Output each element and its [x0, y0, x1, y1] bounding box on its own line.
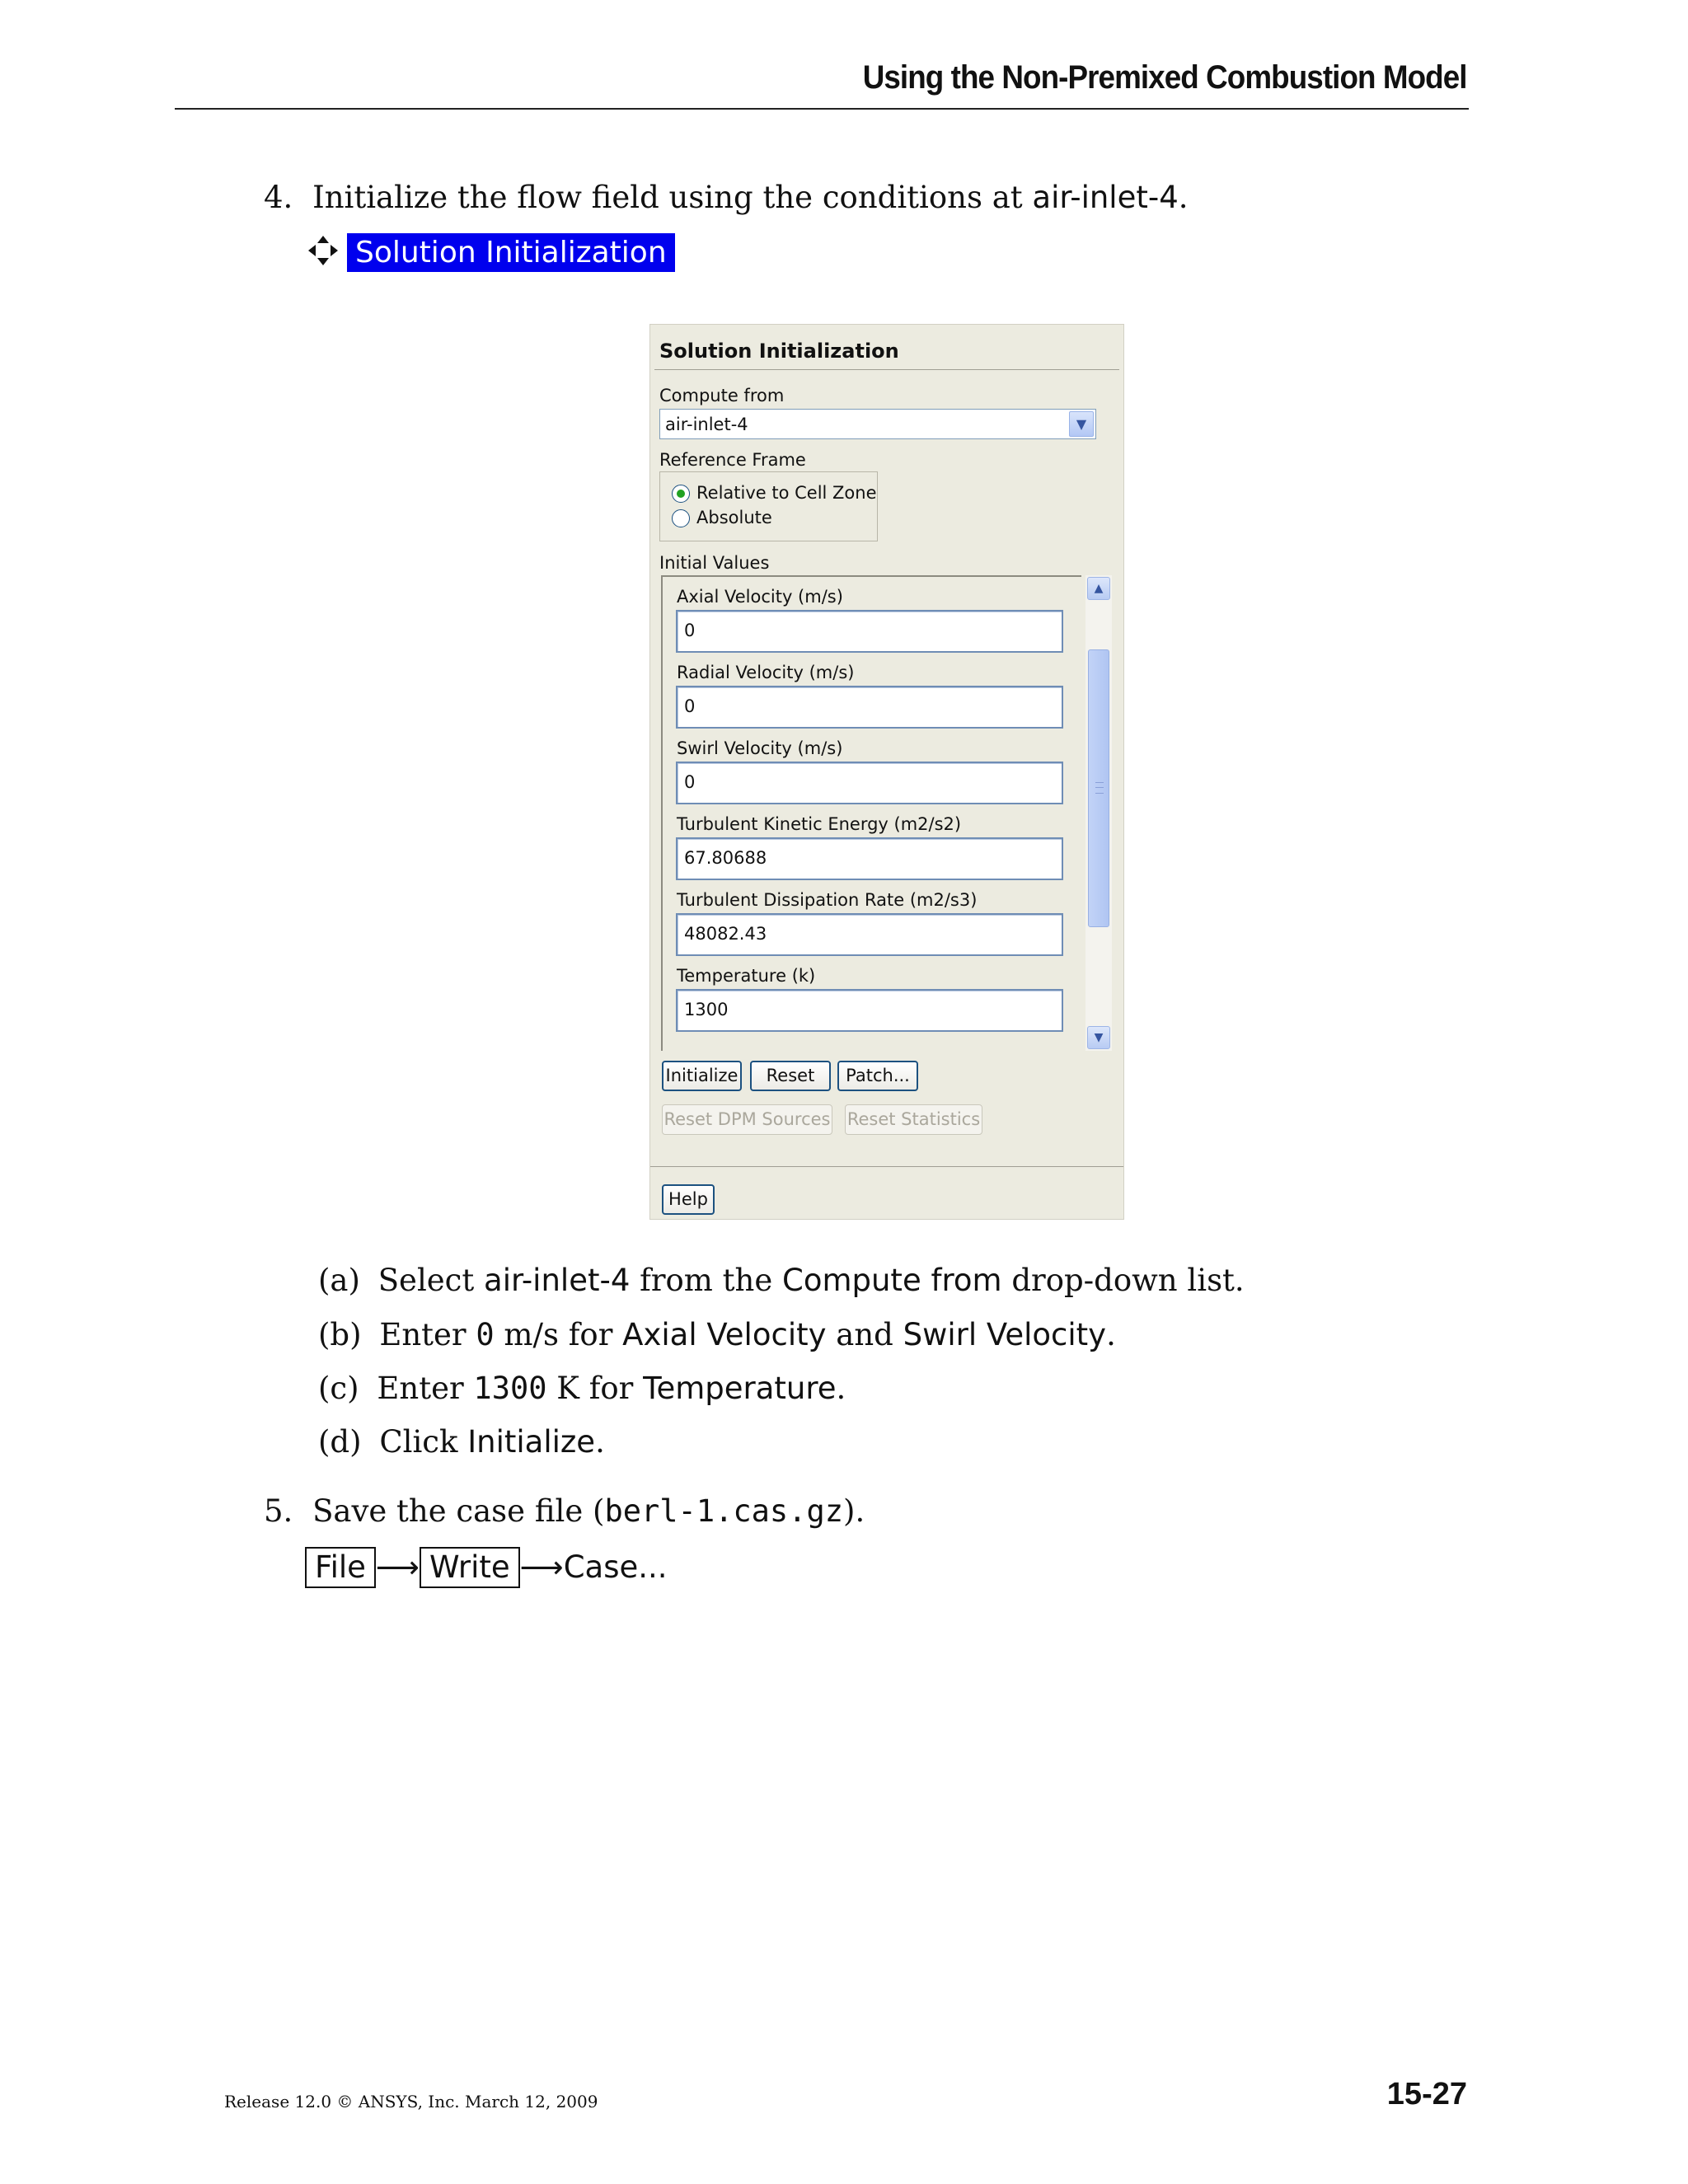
radial-velocity-input[interactable]: [676, 686, 1063, 729]
arrow-icon: ⟶: [375, 1549, 420, 1585]
step-5: [264, 1493, 865, 1529]
step-text: ).: [843, 1493, 865, 1529]
reset-button[interactable]: Reset: [750, 1061, 831, 1091]
reset-dpm-sources-button[interactable]: Reset DPM Sources: [662, 1104, 832, 1135]
substep-b: [318, 1317, 1116, 1352]
substep-keyword: Temperature: [643, 1371, 837, 1406]
step-number: 5.: [264, 1493, 293, 1529]
menu-write[interactable]: Write: [420, 1547, 520, 1588]
substep-text: drop-down list.: [1001, 1263, 1245, 1298]
reference-frame-label: Reference Frame: [659, 450, 806, 470]
field-value: 0: [684, 621, 696, 640]
compute-from-dropdown[interactable]: [659, 409, 1096, 439]
compute-from-label: Compute from: [659, 386, 785, 405]
scroll-up-icon[interactable]: ▲: [1087, 577, 1110, 600]
page-header-title: Using the Non-Premixed Combustion Model: [863, 59, 1467, 96]
field-value: 0: [684, 772, 696, 792]
zone-name: air-inlet-4: [1032, 180, 1179, 215]
substep-keyword: Axial Velocity: [622, 1317, 827, 1352]
step-period: .: [1178, 180, 1189, 215]
arrow-icon: ⟶: [519, 1549, 564, 1585]
menu-path: [305, 1547, 668, 1588]
substep-text: Select: [377, 1263, 485, 1298]
field-value: 48082.43: [684, 924, 767, 944]
help-button[interactable]: Help: [662, 1184, 715, 1215]
turbulent-dissipation-rate-input[interactable]: [676, 913, 1063, 956]
patch-button[interactable]: Patch...: [837, 1061, 918, 1091]
relative-to-cell-zone-radio[interactable]: [672, 485, 690, 503]
substep-label: (b): [318, 1317, 362, 1352]
initial-values-panel: [661, 575, 1081, 1051]
field-label: Radial Velocity (m/s): [677, 663, 855, 682]
substep-label: (a): [318, 1263, 360, 1298]
header-rule: [175, 108, 1469, 110]
initial-values-label: Initial Values: [659, 553, 770, 573]
relative-to-cell-zone-label: Relative to Cell Zone: [696, 483, 877, 503]
field-label: Axial Velocity (m/s): [677, 587, 843, 607]
grip-icon: [1095, 782, 1104, 794]
turbulent-kinetic-energy-input[interactable]: [676, 837, 1063, 880]
field-value: 0: [684, 696, 696, 716]
initialize-button[interactable]: Initialize: [662, 1061, 742, 1091]
substep-keyword: Compute from: [781, 1263, 1002, 1298]
field-label: Temperature (k): [677, 966, 816, 986]
page-number: 15-27: [1386, 2077, 1467, 2111]
substep-keyword: Swirl Velocity: [903, 1317, 1107, 1352]
substep-a: [318, 1263, 1245, 1298]
substep-text: m/s for: [494, 1317, 623, 1352]
substep-text: Click: [379, 1424, 468, 1460]
substep-text: and: [826, 1317, 903, 1352]
field-label: Swirl Velocity (m/s): [677, 738, 843, 758]
footer-release: Release 12.0 © ANSYS, Inc. March 12, 2009: [224, 2092, 598, 2111]
title-divider: [654, 369, 1119, 370]
swirl-velocity-input[interactable]: [676, 762, 1063, 804]
compute-from-value: air-inlet-4: [665, 415, 748, 434]
absolute-radio[interactable]: [672, 509, 690, 527]
scrollbar-thumb[interactable]: [1088, 649, 1109, 927]
substep-label: (d): [318, 1424, 362, 1460]
step-4: [264, 180, 1189, 215]
substep-c: [318, 1371, 846, 1406]
substep-text: .: [836, 1371, 846, 1406]
axial-velocity-input[interactable]: [676, 610, 1063, 653]
substep-keyword: Initialize: [467, 1424, 596, 1460]
substep-label: (c): [318, 1371, 359, 1406]
scroll-down-icon[interactable]: ▼: [1087, 1026, 1110, 1049]
reset-statistics-button[interactable]: Reset Statistics: [845, 1104, 982, 1135]
step-text: Save the case file (: [312, 1493, 605, 1529]
reference-frame-group: [659, 471, 878, 541]
substep-text: .: [595, 1424, 605, 1460]
temperature-input[interactable]: [676, 989, 1063, 1032]
absolute-label: Absolute: [696, 508, 772, 527]
menu-file[interactable]: File: [305, 1547, 376, 1588]
navigation-arrows-icon: [305, 232, 341, 269]
substep-text: K for: [546, 1371, 644, 1406]
substep-text: Enter: [377, 1371, 474, 1406]
substep-keyword: air-inlet-4: [484, 1263, 631, 1298]
footer-divider: [650, 1166, 1123, 1167]
substep-text: Enter: [379, 1317, 476, 1352]
solution-initialization-link[interactable]: Solution Initialization: [347, 233, 675, 272]
menu-case[interactable]: Case...: [563, 1549, 668, 1585]
field-value: 1300: [684, 1000, 729, 1019]
vertical-scrollbar[interactable]: [1085, 575, 1112, 1051]
panel-title: Solution Initialization: [659, 340, 899, 363]
chevron-down-icon[interactable]: ▼: [1069, 411, 1094, 437]
substep-keyword: 1300: [473, 1371, 547, 1406]
substep-d: [318, 1424, 605, 1460]
substep-keyword: 0: [476, 1317, 495, 1352]
field-label: Turbulent Dissipation Rate (m2/s3): [677, 890, 978, 910]
solution-initialization-panel: [649, 324, 1124, 1220]
filename: berl-1.cas.gz: [604, 1493, 844, 1529]
step-text: Initialize the flow field using the conditions at: [312, 180, 1033, 215]
step-number: 4.: [264, 180, 293, 215]
field-label: Turbulent Kinetic Energy (m2/s2): [677, 814, 962, 834]
field-value: 67.80688: [684, 848, 767, 868]
substep-text: from the: [630, 1263, 782, 1298]
substep-text: .: [1106, 1317, 1116, 1352]
